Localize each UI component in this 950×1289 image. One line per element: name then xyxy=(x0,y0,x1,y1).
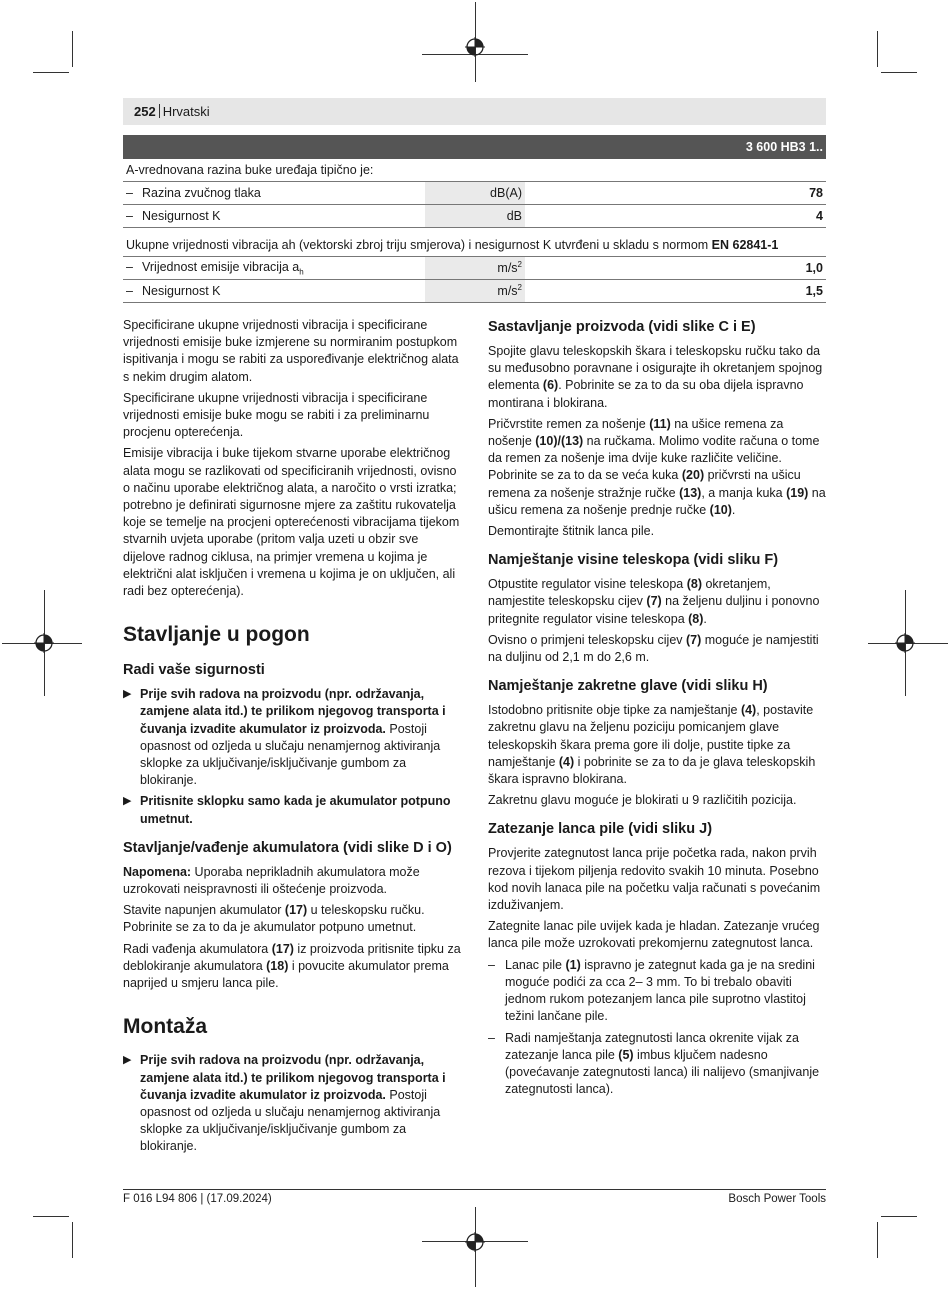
dash: – xyxy=(488,957,495,972)
row-value: 1,0 xyxy=(525,257,826,280)
row-unit-sup: 2 xyxy=(517,260,522,270)
text: Istodobno pritisnite obje tipke za namještanje xyxy=(488,703,741,718)
reference-number: (17) xyxy=(284,903,308,918)
safety-bullet xyxy=(123,793,461,827)
paragraph xyxy=(488,702,826,788)
row-label: Nesigurnost K xyxy=(142,209,221,223)
crop-mark xyxy=(72,1222,73,1258)
text: Spojite glavu teleskopskih škara i teleskopsku ručku tako da su međusobno poravnane i osigurajte ih okretanjem spojnog elementa xyxy=(488,344,823,393)
text: na ručkama. Molimo vodite računa o tome da remen za nošenje ima dvije kuke različite veličine. Pobrinite se za to da se veća kuka xyxy=(488,434,820,483)
safety-bullet xyxy=(123,1052,461,1155)
paragraph: Emisije vibracija i buke tijekom stvarne uporabe električnog alata mogu se razlikovati od specificiranih vrijednosti, ovisno o načinu uporabe električnog alata, a naročito o vrsti izratka; potrebno je definirati sigurnosne mjere za zaštitu rukovatelja koje se temelje na procjeni opterećenosti vibracijama tijekom stvarnih uvjeta uporabe (pritom valja uzeti u obzir sve dijelove radnog ciklusa, na primjer vremena u kojima je električni alat isključen i vremena u kojima je on uključen, ali radi bez opterećenja). xyxy=(123,446,460,599)
text: na željenu duljinu i ponovno pritegnite regulator visine teleskopa xyxy=(488,594,820,626)
crop-mark xyxy=(881,1216,917,1217)
page-number: 252 xyxy=(134,104,156,119)
dash: – xyxy=(126,259,133,274)
text: i povucite akumulator prema naprijed u smjeru lanca pile. xyxy=(123,958,449,991)
reference-number: (8) xyxy=(686,577,702,592)
text: Pričvrstite remen za nošenje xyxy=(488,416,650,431)
text: Stavite napunjen akumulator xyxy=(123,903,285,918)
reference-number: (13) xyxy=(679,485,702,500)
bullet-bold-text: Prije svih radova na proizvodu (npr. održavanja, zamjene alata itd.) te prilikom njegovog transporta i čuvanja izvadite akumulator iz proizvoda. xyxy=(140,687,446,736)
reference-number: (5) xyxy=(618,1047,634,1062)
safety-bullet xyxy=(123,686,461,789)
subsection-heading: Namještanje visine teleskopa (vidi sliku F) xyxy=(488,552,779,569)
paragraph xyxy=(123,941,461,993)
table-row xyxy=(123,234,826,257)
reference-number: (20) xyxy=(681,468,705,483)
paragraph: Demontirajte štitnik lanca pile. xyxy=(488,524,655,539)
row-value: 78 xyxy=(525,182,826,205)
bullet-arrow-icon: ▶ xyxy=(123,688,132,701)
bullet-bold-text: Prije svih radova na proizvodu (npr. održavanja, zamjene alata itd.) te prilikom njegovog transporta i čuvanja izvadite akumulator iz proizvoda. xyxy=(140,1053,446,1102)
footer-divider xyxy=(123,1189,826,1190)
reference-number: (4) xyxy=(740,703,757,718)
reference-number: (19) xyxy=(786,485,809,500)
row-unit: m/s xyxy=(497,284,518,299)
text: . xyxy=(731,502,736,517)
footer-document-id: F 016 L94 806 | (17.09.2024) xyxy=(123,1193,272,1205)
crop-mark xyxy=(33,72,69,73)
text: , postavite zakretnu glavu na željenu poziciju pomicanjem glave teleskopskih škara prema gore ili dolje, pustite tipke za namještanje xyxy=(488,703,814,769)
model-number: 3 600 HB3 1.. xyxy=(123,135,826,159)
paragraph xyxy=(123,864,461,898)
reference-number: (11) xyxy=(649,416,671,431)
reference-number: (4) xyxy=(558,754,575,769)
registration-mark-icon xyxy=(34,633,54,653)
row-value: 1,5 xyxy=(525,280,826,303)
row-unit: dB xyxy=(425,205,525,228)
crop-mark xyxy=(33,1216,69,1217)
paragraph xyxy=(488,416,826,519)
list-item xyxy=(488,1030,826,1099)
dash: – xyxy=(126,209,133,223)
crop-mark xyxy=(72,31,73,67)
reference-number: (1) xyxy=(565,957,581,972)
bullet-text: Postoji opasnost od ozljeda u slučaju nenamjernog aktiviranja sklopke za uključivanje/isključivanje gumbom za blokiranje. xyxy=(140,1087,441,1154)
section-heading: Stavljanje u pogon xyxy=(123,623,310,647)
paragraph: Zategnite lanac pile uvijek kada je hladan. Zatezanje vrućeg lanca pile može uzrokovati prekomjernu zategnutost lanca. xyxy=(488,919,820,951)
vibration-norm: EN 62841-1 xyxy=(711,238,779,252)
registration-mark-icon xyxy=(465,1232,485,1252)
row-label: Razina zvučnog tlaka xyxy=(142,186,261,200)
text: Otpustite regulator visine teleskopa xyxy=(488,577,687,592)
bullet-bold-text: Pritisnite sklopku samo kada je akumulator potpuno umetnut. xyxy=(140,794,451,826)
text: na ušicu remena za nošenje prednje ručke xyxy=(488,485,826,517)
note-label: Napomena: xyxy=(123,864,192,879)
row-value: 4 xyxy=(525,205,826,228)
reference-number: (6) xyxy=(542,378,559,393)
text: na ušice remena za nošenje xyxy=(488,416,784,449)
text: . xyxy=(703,611,707,626)
subsection-heading: Radi vaše sigurnosti xyxy=(123,662,265,679)
vibration-heading-text: Ukupne vrijednosti vibracija ah (vektorski zbroj triju smjerova) i nesigurnost K utvrđeni u skladu s normom xyxy=(126,238,712,252)
reference-number: (7) xyxy=(686,632,702,647)
text: ispravno je zategnut kada ga je na sredini moguće podići za cca 2– 3 mm. To bi trebalo obaviti jednom rukom potezanjem lanca pile suprotno vlastitoj težini lančane pile. xyxy=(505,957,815,1024)
paragraph xyxy=(488,576,826,628)
paragraph: Zakretnu glavu moguće je blokirati u 9 različitih pozicija. xyxy=(488,793,797,808)
dash: – xyxy=(488,1030,495,1045)
subsection-heading: Sastavljanje proizvoda (vidi slike C i E) xyxy=(488,319,756,335)
row-unit: dB(A) xyxy=(425,182,525,205)
bullet-text: Postoji opasnost od ozljeda u slučaju nenamjernog aktiviranja sklopke za uključivanje/isključivanje gumbom za blokiranje. xyxy=(140,721,441,788)
reference-number: (18) xyxy=(266,958,289,973)
model-row xyxy=(123,135,826,159)
bullet-arrow-icon: ▶ xyxy=(123,795,132,808)
paragraph: Specificirane ukupne vrijednosti vibracija i specificirane vrijednosti emisije buke izmjerene su normiranim postupkom ispitivanja i mogu se rabiti za uspoređivanje električnog alata s nekim drugim alatom. xyxy=(123,318,459,384)
subsection-heading: Stavljanje/vađenje akumulatora (vidi slike D i O) xyxy=(123,839,452,856)
paragraph xyxy=(488,343,826,412)
reference-number: (8) xyxy=(688,611,704,626)
right-column xyxy=(488,317,826,1102)
text: . Pobrinite se za to da su oba dijela ispravno montirana i blokirana. xyxy=(488,378,804,410)
text: okretanjem, namjestite teleskopsku cijev xyxy=(488,577,771,609)
registration-mark-icon xyxy=(895,633,915,653)
header-divider xyxy=(159,104,160,118)
subsection-heading: Zatezanje lanca pile (vidi sliku J) xyxy=(488,821,713,838)
text: u teleskopsku ručku. Pobrinite se za to da je akumulator potpuno umetnut. xyxy=(123,903,425,935)
paragraph: Specificirane ukupne vrijednosti vibracija i specificirane vrijednosti emisije buke mogu se rabiti i za preliminarnu procjenu opterećenja. xyxy=(123,390,430,440)
header-language: Hrvatski xyxy=(162,104,210,119)
note-text: Uporaba neprikladnih akumulatora može uzrokovati neispravnosti ili oštećenje proizvoda. xyxy=(123,864,420,897)
subsection-heading: Namještanje zakretne glave (vidi sliku H) xyxy=(488,678,768,695)
vibration-heading xyxy=(123,234,826,257)
text: imbus ključem nadesno (povećavanje zategnutosti lanca) ili nalijevo (smanjivanje zategnutosti lanca). xyxy=(505,1047,820,1097)
table-row xyxy=(123,159,826,182)
dash: – xyxy=(126,284,133,298)
row-label-sub: h xyxy=(299,267,304,277)
specification-table xyxy=(123,135,826,303)
noise-heading: A-vrednovana razina buke uređaja tipično je: xyxy=(123,159,826,182)
paragraph: Provjerite zategnutost lanca prije početka rada, nakon prvih rezova i tijekom piljenja redovito svakih 10 minuta. Posebno kod novih lanaca pile na početku valja računati s povećanim izduživanjem. xyxy=(488,846,821,913)
paragraph xyxy=(488,632,826,666)
dash: – xyxy=(126,186,133,200)
reference-number: (10) xyxy=(709,502,732,517)
text: Radi namještanja zategnutosti lanca okrenite vijak za zatezanje lanca pile xyxy=(505,1030,799,1062)
table-row xyxy=(123,280,826,303)
left-column xyxy=(123,317,461,1160)
row-unit: m/s xyxy=(497,261,518,276)
row-unit-sup: 2 xyxy=(517,283,522,293)
row-label: Vrijednost emisije vibracija a xyxy=(142,259,300,274)
text: Ovisno o primjeni teleskopsku cijev xyxy=(488,632,686,647)
bullet-arrow-icon: ▶ xyxy=(123,1054,132,1067)
text: Lanac pile xyxy=(505,957,566,972)
reference-number: (7) xyxy=(646,594,662,609)
list-item xyxy=(488,957,826,1026)
row-label: Nesigurnost K xyxy=(142,284,221,298)
text: Radi vađenja akumulatora xyxy=(123,941,272,956)
crop-mark xyxy=(881,72,917,73)
footer-brand: Bosch Power Tools xyxy=(728,1193,826,1205)
table-row xyxy=(123,257,826,280)
text: pričvrsti na ušicu remena za nošenje stražnje ručke xyxy=(488,468,801,500)
text: i pobrinite se za to da je glava teleskopskih škara ispravno blokirana. xyxy=(488,754,816,787)
text: moguće je namjestiti na duljinu od 2,1 m do 2,6 m. xyxy=(488,632,819,665)
table-row xyxy=(123,205,826,228)
crop-mark xyxy=(877,1222,878,1258)
paragraph xyxy=(123,902,461,936)
table-row xyxy=(123,182,826,205)
reference-number: (17) xyxy=(271,941,294,956)
text: , a manja kuka xyxy=(701,485,787,500)
text: iz proizvoda pritisnite tipku za deblokiranje akumulatora xyxy=(123,941,461,973)
crop-mark xyxy=(877,31,878,67)
registration-mark-icon xyxy=(465,37,485,57)
page-header xyxy=(123,98,826,125)
reference-number: (10)/(13) xyxy=(535,434,584,449)
section-heading: Montaža xyxy=(123,1015,207,1039)
